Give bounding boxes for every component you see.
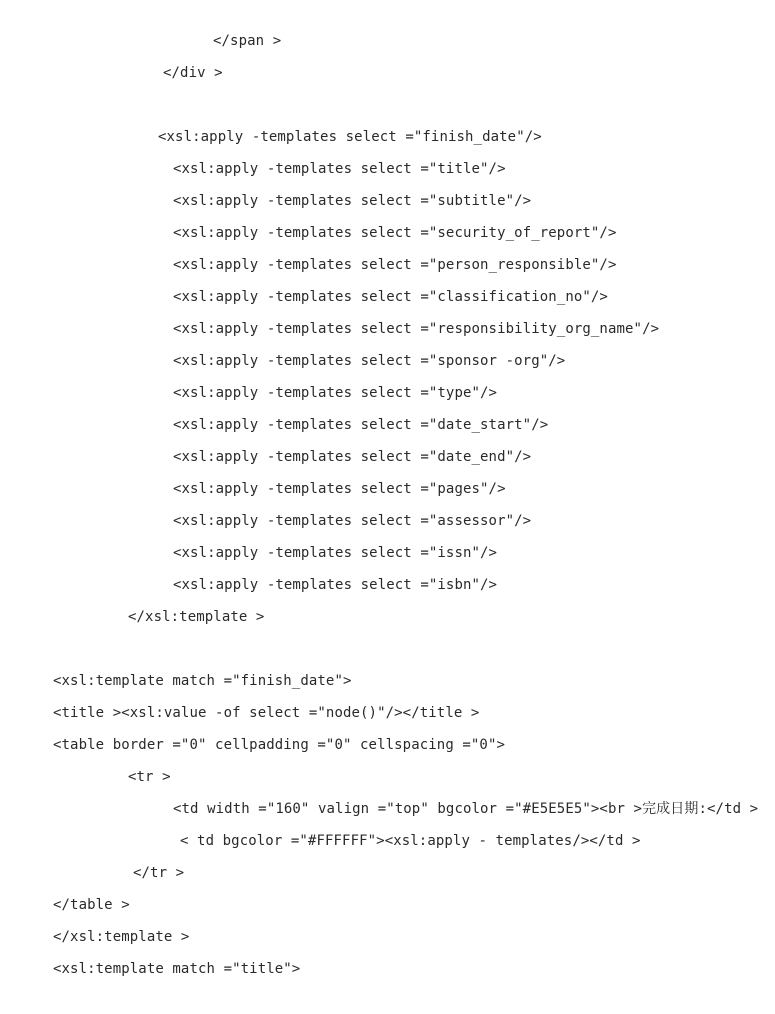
code-line-apply-isbn: <xsl:apply -templates select ="isbn"/>	[173, 577, 498, 593]
code-line-table-close: </table >	[53, 897, 130, 913]
code-line-apply-finish-date: <xsl:apply -templates select ="finish_date"/>	[158, 129, 542, 145]
code-line-table-open: <table border ="0" cellpadding ="0" cellspacing ="0">	[53, 737, 506, 753]
code-line-apply-date-start: <xsl:apply -templates select ="date_start"/>	[173, 417, 549, 433]
code-line-apply-subtitle: <xsl:apply -templates select ="subtitle"/>	[173, 193, 532, 209]
code-line-apply-pages: <xsl:apply -templates select ="pages"/>	[173, 481, 506, 497]
code-line-apply-title: <xsl:apply -templates select ="title"/>	[173, 161, 506, 177]
code-line-close-xsl-template: </xsl:template >	[128, 609, 265, 625]
code-line-apply-assessor: <xsl:apply -templates select ="assessor"/>	[173, 513, 532, 529]
code-line-apply-security-of-report: <xsl:apply -templates select ="security_of_report"/>	[173, 225, 617, 241]
code-line-title-value-of: <title ><xsl:value -of select ="node()"/></title >	[53, 705, 480, 721]
code-line-apply-classification-no: <xsl:apply -templates select ="classification_no"/>	[173, 289, 608, 305]
code-line-close-xsl-template-2: </xsl:template >	[53, 929, 190, 945]
code-line-td-finish-date-label: <td width ="160" valign ="top" bgcolor ="#E5E5E5"><br >完成日期:</td >	[173, 801, 759, 817]
code-line-tr-close: </tr >	[133, 865, 185, 881]
code-line-tr-open: <tr >	[128, 769, 171, 785]
code-line-apply-person-responsible: <xsl:apply -templates select ="person_responsible"/>	[173, 257, 617, 273]
code-line-template-match-finish-date: <xsl:template match ="finish_date">	[53, 673, 352, 689]
code-line-close-span: </span >	[213, 33, 282, 49]
code-line-apply-type: <xsl:apply -templates select ="type"/>	[173, 385, 498, 401]
code-line-td-apply-templates: < td bgcolor ="#FFFFFF"><xsl:apply - templates/></td >	[180, 833, 641, 849]
code-line-apply-issn: <xsl:apply -templates select ="issn"/>	[173, 545, 498, 561]
code-line-close-div: </div >	[163, 65, 223, 81]
code-line-apply-responsibility-org-name: <xsl:apply -templates select ="responsibility_org_name"/>	[173, 321, 660, 337]
code-line-apply-date-end: <xsl:apply -templates select ="date_end"/>	[173, 449, 532, 465]
code-line-template-match-title: <xsl:template match ="title">	[53, 961, 301, 977]
code-line-apply-sponsor-org: <xsl:apply -templates select ="sponsor -org"/>	[173, 353, 566, 369]
